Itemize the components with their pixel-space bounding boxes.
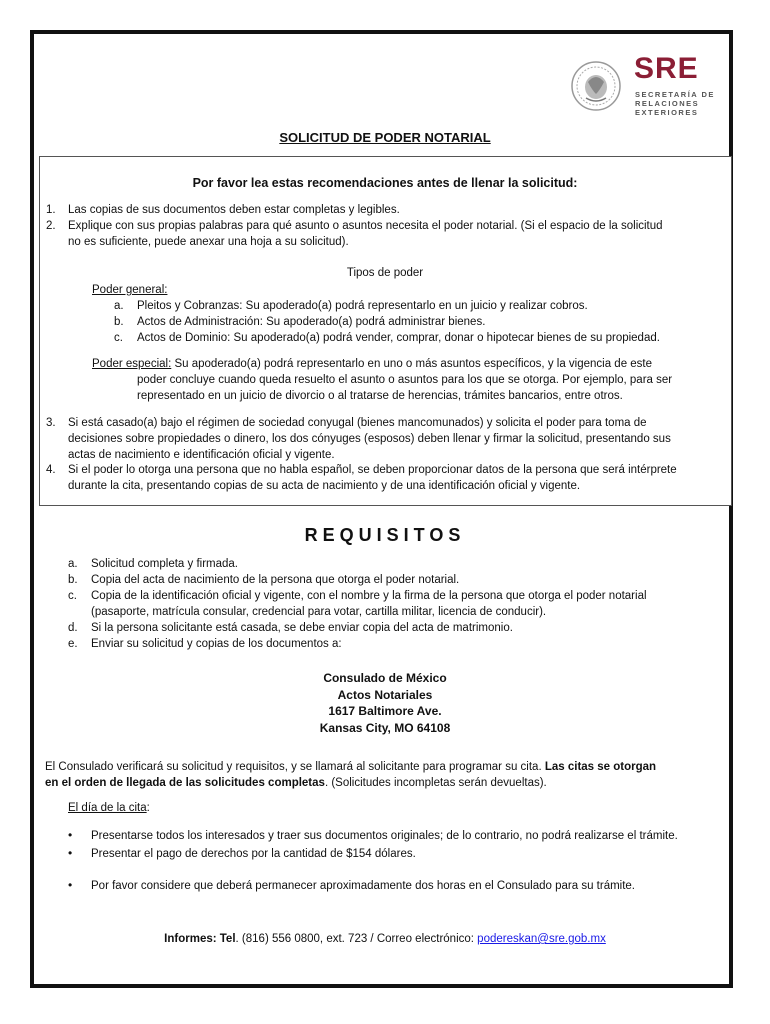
list-letter: b. — [114, 316, 124, 328]
address-line: Actos Notariales — [337, 687, 433, 702]
item-number: 2. — [46, 220, 56, 232]
recommendation-3-line1: Si está casado(a) bajo el régimen de sociedad conyugal (bienes mancomunados) y solicita el poder para toma de — [68, 417, 647, 429]
list-letter: e. — [68, 638, 78, 650]
list-letter: c. — [114, 332, 123, 344]
requisito-item: Si la persona solicitante está casada, se debe enviar copia del acta de matrimonio. — [91, 622, 513, 634]
requisitos-title: REQUISITOS — [304, 525, 466, 545]
poder-especial-line1: Poder especial: Su apoderado(a) podrá representarlo en uno o más asuntos específicos, y la vigencia de este — [92, 358, 653, 370]
item-number: 4. — [46, 464, 56, 476]
recommendation-1: Las copias de sus documentos deben estar completas y legibles. — [68, 204, 400, 216]
item-number: 3. — [46, 417, 56, 429]
list-letter: d. — [68, 622, 78, 634]
poder-general-label: Poder general: — [92, 284, 168, 296]
requisito-item: Copia de la identificación oficial y vigente, con el nombre y la firma de la persona que otorga el poder notarial — [91, 590, 647, 602]
general-item: Pleitos y Cobranzas: Su apoderado(a) podrá representarlo en un juicio y realizar cobros. — [137, 300, 588, 312]
sre-logo — [570, 52, 720, 122]
poder-especial-line3: representado en un juicio de divorcio o al tratarse de herencias, trámites bancarios, entre otros. — [137, 390, 623, 402]
bullet-icon: • — [68, 878, 73, 892]
address-line: Kansas City, MO 64108 — [319, 720, 451, 735]
footer-informes: Informes: Tel. (816) 556 0800, ext. 723 / Correo electrónico: podereskan@sre.gob.mx — [164, 933, 606, 945]
general-item: Actos de Administración: Su apoderado(a) podrá administrar bienes. — [137, 316, 486, 328]
recommendation-2-line1: Explique con sus propias palabras para qué asunto o asuntos necesita el poder notarial. (Si el espacio de la solicitud — [68, 220, 663, 232]
cita-bullet: Presentar el pago de derechos por la cantidad de $154 dólares. — [91, 848, 416, 860]
mexican-seal-icon — [570, 60, 622, 112]
general-item: Actos de Dominio: Su apoderado(a) podrá vender, comprar, donar o hipotecar bienes de su propiedad. — [137, 332, 660, 344]
address-line: Consulado de México — [323, 671, 447, 685]
sre-wordmark: SRE — [634, 52, 699, 85]
address-line: 1617 Baltimore Ave. — [328, 704, 442, 718]
notice-line2: en el orden de llegada de las solicitudes completas. (Solicitudes incompletas serán devueltas). — [45, 777, 547, 789]
bullet-icon: • — [68, 846, 73, 860]
consulate-address — [0, 670, 770, 736]
list-letter: a. — [114, 300, 124, 312]
list-letter: c. — [68, 590, 77, 602]
bullet-icon: • — [68, 828, 73, 842]
recommendation-2-line2: no es suficiente, puede anexar una hoja a su solicitud). — [68, 236, 349, 248]
recommendation-4-line2: durante la cita, presentando copias de su acta de nacimiento y de una identificación oficial y vigente. — [68, 480, 581, 492]
poder-especial-label: Poder especial: — [92, 358, 172, 370]
poder-especial-line2: poder concluye cuando queda resuelto el asunto o asuntos para los que se otorga. Por ejemplo, para ser — [137, 374, 673, 386]
requisito-item: Copia del acta de nacimiento de la persona que otorga el poder notarial. — [91, 574, 460, 586]
list-letter: a. — [68, 558, 78, 570]
cita-label: El día de la cita: — [68, 802, 150, 814]
requisito-item-cont: (pasaporte, matrícula consular, credencial para votar, cartilla militar, licencia de conducir). — [91, 606, 547, 618]
notice-line1: El Consulado verificará su solicitud y requisitos, y se llamará al solicitante para programar su cita. Las citas se otorgan — [45, 761, 657, 773]
item-number: 1. — [46, 204, 56, 216]
recommendations-heading: Por favor lea estas recomendaciones antes de llenar la solicitud: — [192, 176, 578, 190]
recommendation-3-line2: decisiones sobre propiedades o dinero, los dos cónyuges (esposos) deben llenar y firmar la solicitud, presentando sus — [68, 433, 671, 445]
requisito-item: Solicitud completa y firmada. — [91, 558, 239, 570]
cita-bullet: Presentarse todos los interesados y traer sus documentos originales; de lo contrario, no podrá realizarse el trámite. — [91, 830, 678, 842]
document-title: SOLICITUD DE PODER NOTARIAL — [279, 130, 491, 145]
email-link[interactable]: podereskan@sre.gob.mx — [477, 933, 606, 945]
recommendation-4-line1: Si el poder lo otorga una persona que no habla español, se deben proporcionar datos de la persona que será intérprete — [68, 464, 677, 476]
requisito-item: Enviar su solicitud y copias de los documentos a: — [91, 638, 342, 650]
cita-bullet: Por favor considere que deberá permanecer aproximadamente dos horas en el Consulado para su trámite. — [91, 880, 636, 892]
list-letter: b. — [68, 574, 78, 586]
sre-subtitle: SECRETARÍA DE RELACIONES EXTERIORES — [635, 90, 715, 117]
tipos-heading: Tipos de poder — [346, 267, 424, 279]
recommendation-3-line3: actas de nacimiento e identificación oficial y vigente. — [68, 449, 335, 461]
